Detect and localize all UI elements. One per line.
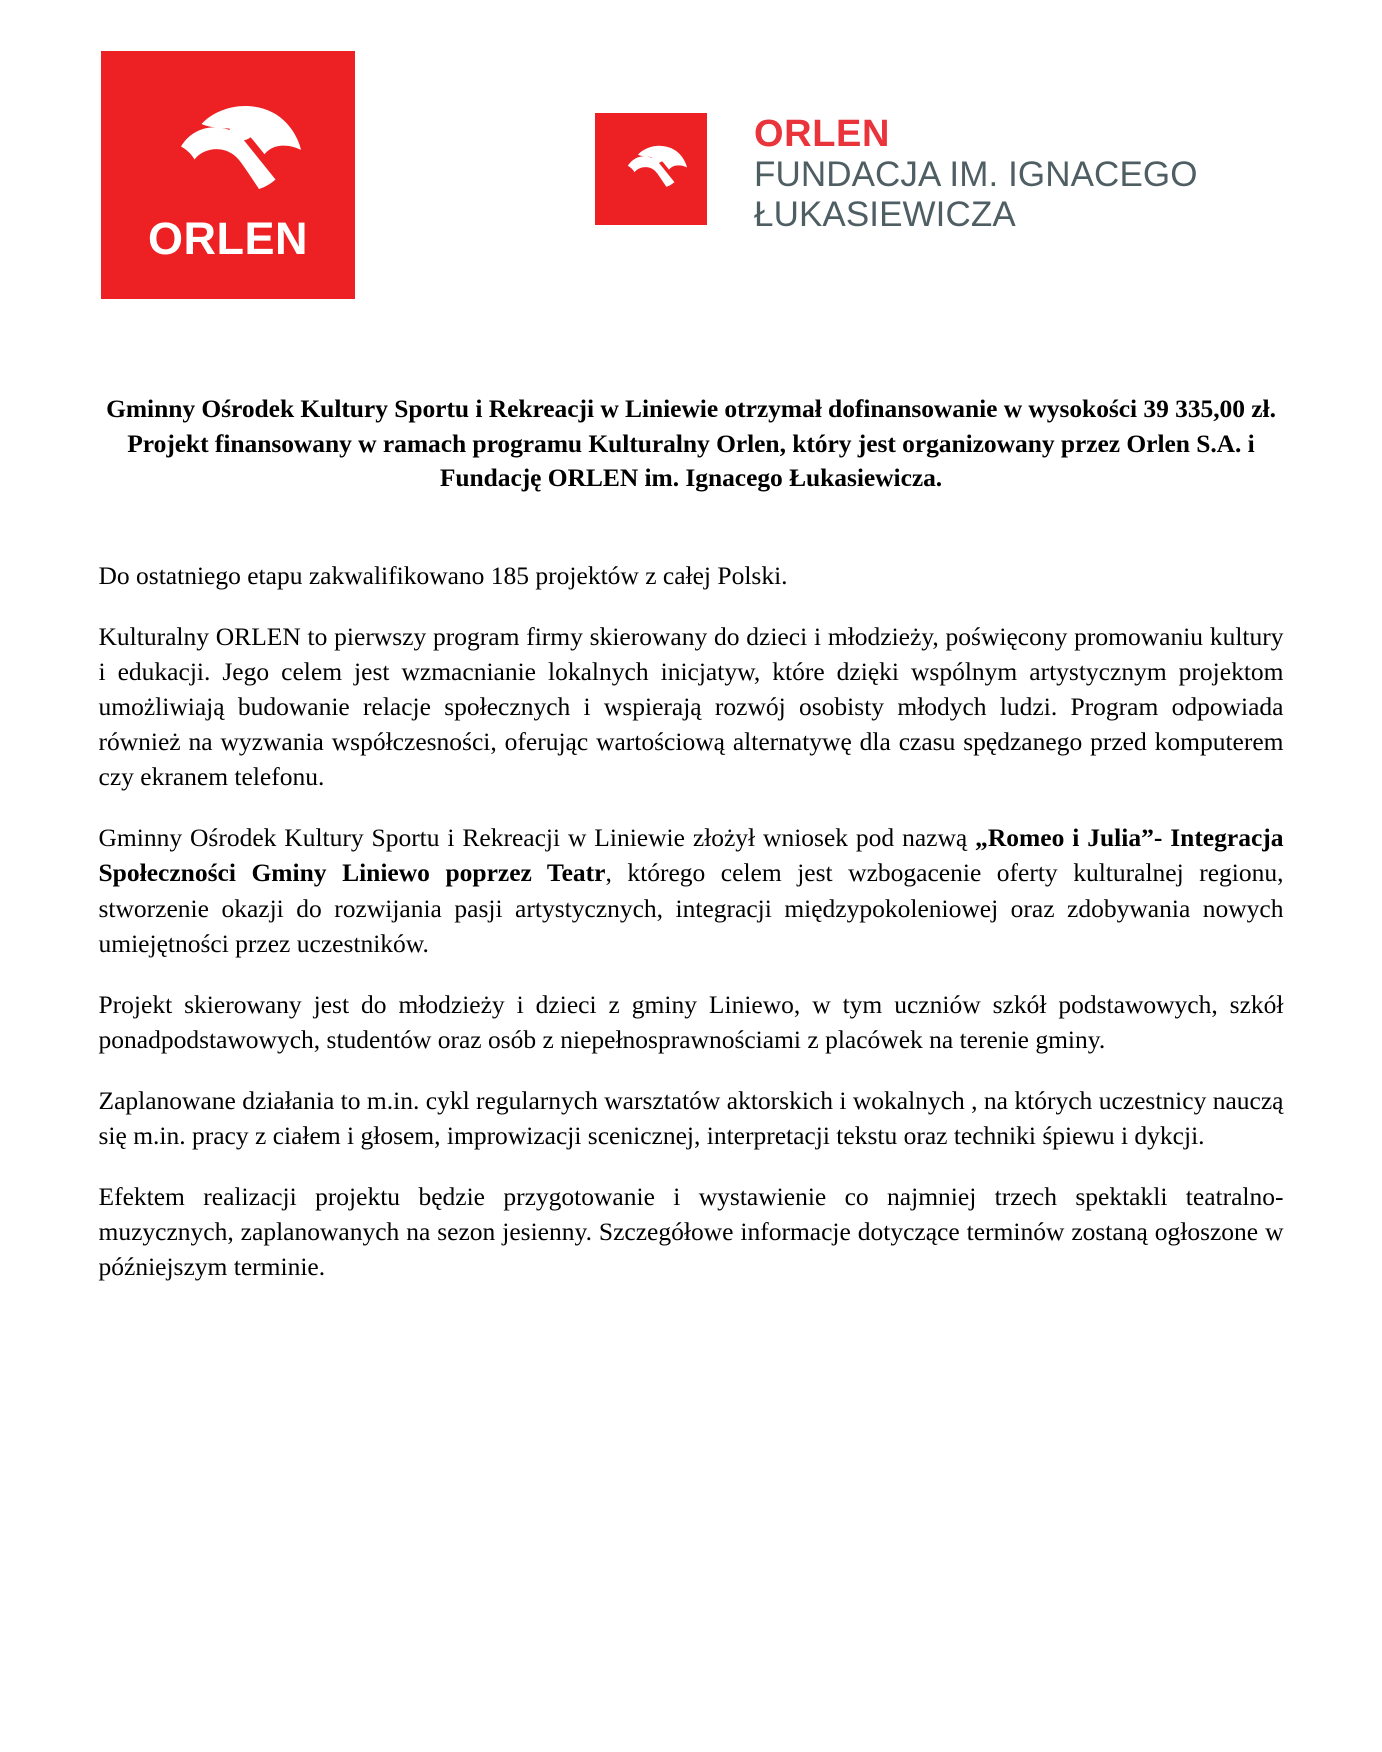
- foundation-name-line-1: FUNDACJA IM. IGNACEGO: [754, 154, 1198, 194]
- logo-band: [0, 0, 1382, 330]
- orlen-wordmark: ORLEN: [148, 213, 308, 264]
- application-project-name: „Romeo i Julia”- Integracja Społeczności Gminy Liniewo poprzez Teatr: [98, 823, 1284, 888]
- paragraph-expected-results: Efektem realizacji projektu będzie przygotowanie i wystawienie co najmniej trzech spektakli teatralno-muzycznych, zaplanowanych na sezon jesienny. Szczegółowe informacje dotyczące terminów zostaną ogłoszone w późniejszym terminie.: [98, 1181, 1284, 1282]
- orlen-foundation-logo: [595, 113, 1198, 235]
- orlen-eagle-icon: [614, 142, 688, 196]
- foundation-logo-text: [754, 113, 1198, 235]
- paragraph-target-audience: Projekt skierowany jest do młodzieży i dzieci z gminy Liniewo, w tym uczniów szkół podstawowych, szkół ponadpodstawowych, studentów oraz osób z niepełnosprawnościami z placówek na terenie gminy.: [98, 989, 1284, 1054]
- application-text-after: , którego celem jest wzbogacenie oferty kulturalnej regionu, stworzenie okazji do rozwijania pasji artystycznych, integracji międzypokoleniowej oraz zdobywania nowych umiejętności przez uczestników.: [98, 858, 1284, 958]
- orlen-eagle-icon: [153, 99, 303, 207]
- paragraph-planned-activities: Zaplanowane działania to m.in. cykl regularnych warsztatów aktorskich i wokalnych , na których uczestnicy nauczą się m.in. pracy z ciałem i głosem, improwizacji scenicznej, interpretacji tekstu oraz techniki śpiewu i dykcji.: [98, 1085, 1284, 1150]
- paragraph-application: [99, 820, 1284, 960]
- orlen-logo: [101, 51, 355, 299]
- paragraph-qualified-projects: Do ostatniego etapu zakwalifikowano 185 projektów z całej Polski.: [98, 561, 788, 591]
- document-body: [99, 496, 1284, 1284]
- page-title: Gminny Ośrodek Kultury Sportu i Rekreacji w Liniewie otrzymał dofinansowanie w wysokości 39 335,00 zł. Projekt finansowany w ramach programu Kulturalny Orlen, który jest organizowany przez Orlen S.A. i Fundację ORLEN im. Ignacego Łukasiewicza.: [106, 394, 1276, 493]
- foundation-brand-name: ORLEN: [754, 113, 890, 155]
- application-text-before: Gminny Ośrodek Kultury Sportu i Rekreacji w Liniewie złożył wniosek pod nazwą: [98, 823, 976, 853]
- foundation-logo-mark: [595, 113, 707, 225]
- foundation-name-line-2: ŁUKASIEWICZA: [754, 194, 1016, 234]
- paragraph-program-description: Kulturalny ORLEN to pierwszy program firmy skierowany do dzieci i młodzieży, poświęcony promowaniu kultury i edukacji. Jego celem jest wzmacnianie lokalnych inicjatyw, które dzięki wspólnym artystycznym projektom umożliwiają budowanie relacje społecznych i wspierają rozwój osobisty młodych ludzi. Program odpowiada również na wyzwania współczesności, oferując wartościową alternatywę dla czasu spędzanego przed komputerem czy ekranem telefonu.: [98, 622, 1284, 792]
